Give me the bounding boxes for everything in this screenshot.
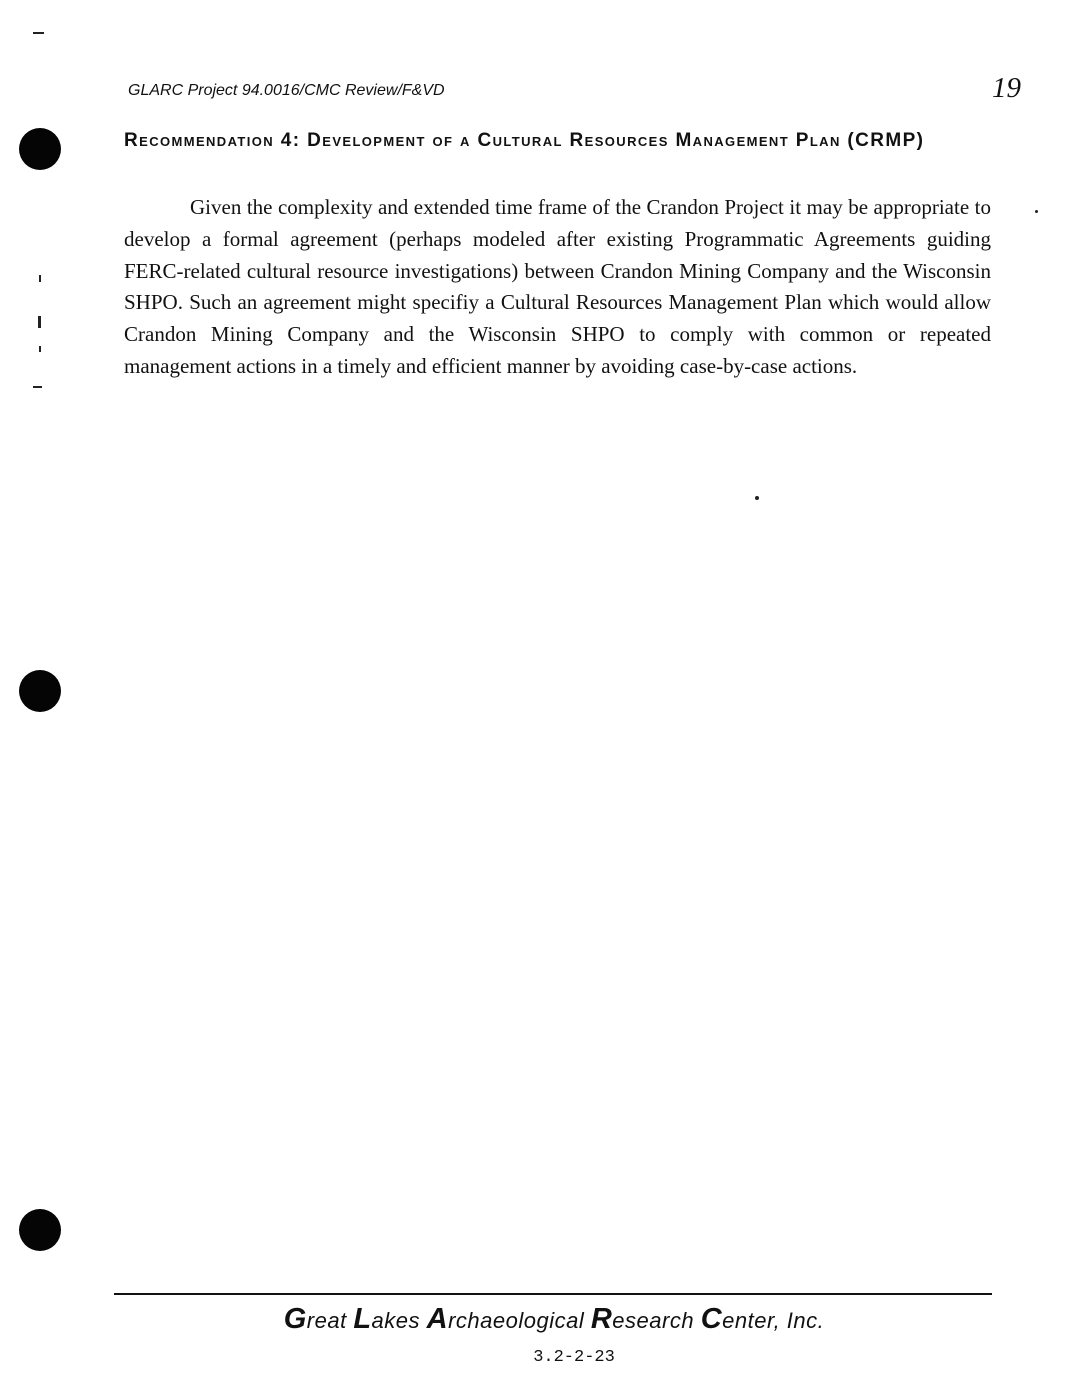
scan-mark — [755, 496, 759, 500]
footer-org-word: esearch — [612, 1308, 701, 1333]
page-number: 19 — [992, 72, 1021, 104]
footer-org-initial: A — [426, 1303, 449, 1335]
footer-org-initial: C — [700, 1303, 723, 1335]
scan-mark — [38, 316, 41, 328]
header-project-ref: GLARC Project 94.0016/CMC Review/F&VD — [128, 82, 445, 99]
scan-mark — [33, 32, 44, 34]
body-paragraph: Given the complexity and extended time frame of the Crandon Project it may be appropriate to develop a formal agreement (perhaps modeled after existing Programmatic Agreements guiding FERC-related cultural resource investigations) between Crandon Mining Company and the Wisconsin SHPO. Such an agreement might specifiy a Cultural Resources Management Plan which would allow Crandon Mining Company and the Wisconsin SHPO to comply with common or repeated management actions in a timely and efficient manner by avoiding case-by-case actions. — [124, 195, 991, 378]
binder-hole — [19, 1209, 61, 1251]
footer-organization — [0, 1303, 1068, 1336]
footer-rule — [114, 1293, 992, 1295]
document-id: 3.2-2-23 — [533, 1348, 615, 1367]
scan-mark — [39, 275, 41, 282]
footer-org-initial: L — [353, 1303, 372, 1335]
footer-org-initial: R — [590, 1303, 613, 1335]
footer-org-word: rchaeological — [448, 1308, 591, 1333]
scan-mark — [1035, 210, 1038, 213]
footer-org-word: enter, Inc. — [722, 1308, 825, 1333]
binder-hole — [19, 670, 61, 712]
scan-mark — [39, 346, 41, 352]
footer-org-word: akes — [371, 1308, 427, 1333]
binder-hole — [19, 128, 61, 170]
scan-mark — [33, 386, 42, 388]
section-heading: Recommendation 4: Development of a Cultural Resources Management Plan (CRMP) — [124, 130, 925, 151]
footer-org-initial: G — [283, 1303, 307, 1335]
footer-org-word: reat — [306, 1308, 354, 1333]
